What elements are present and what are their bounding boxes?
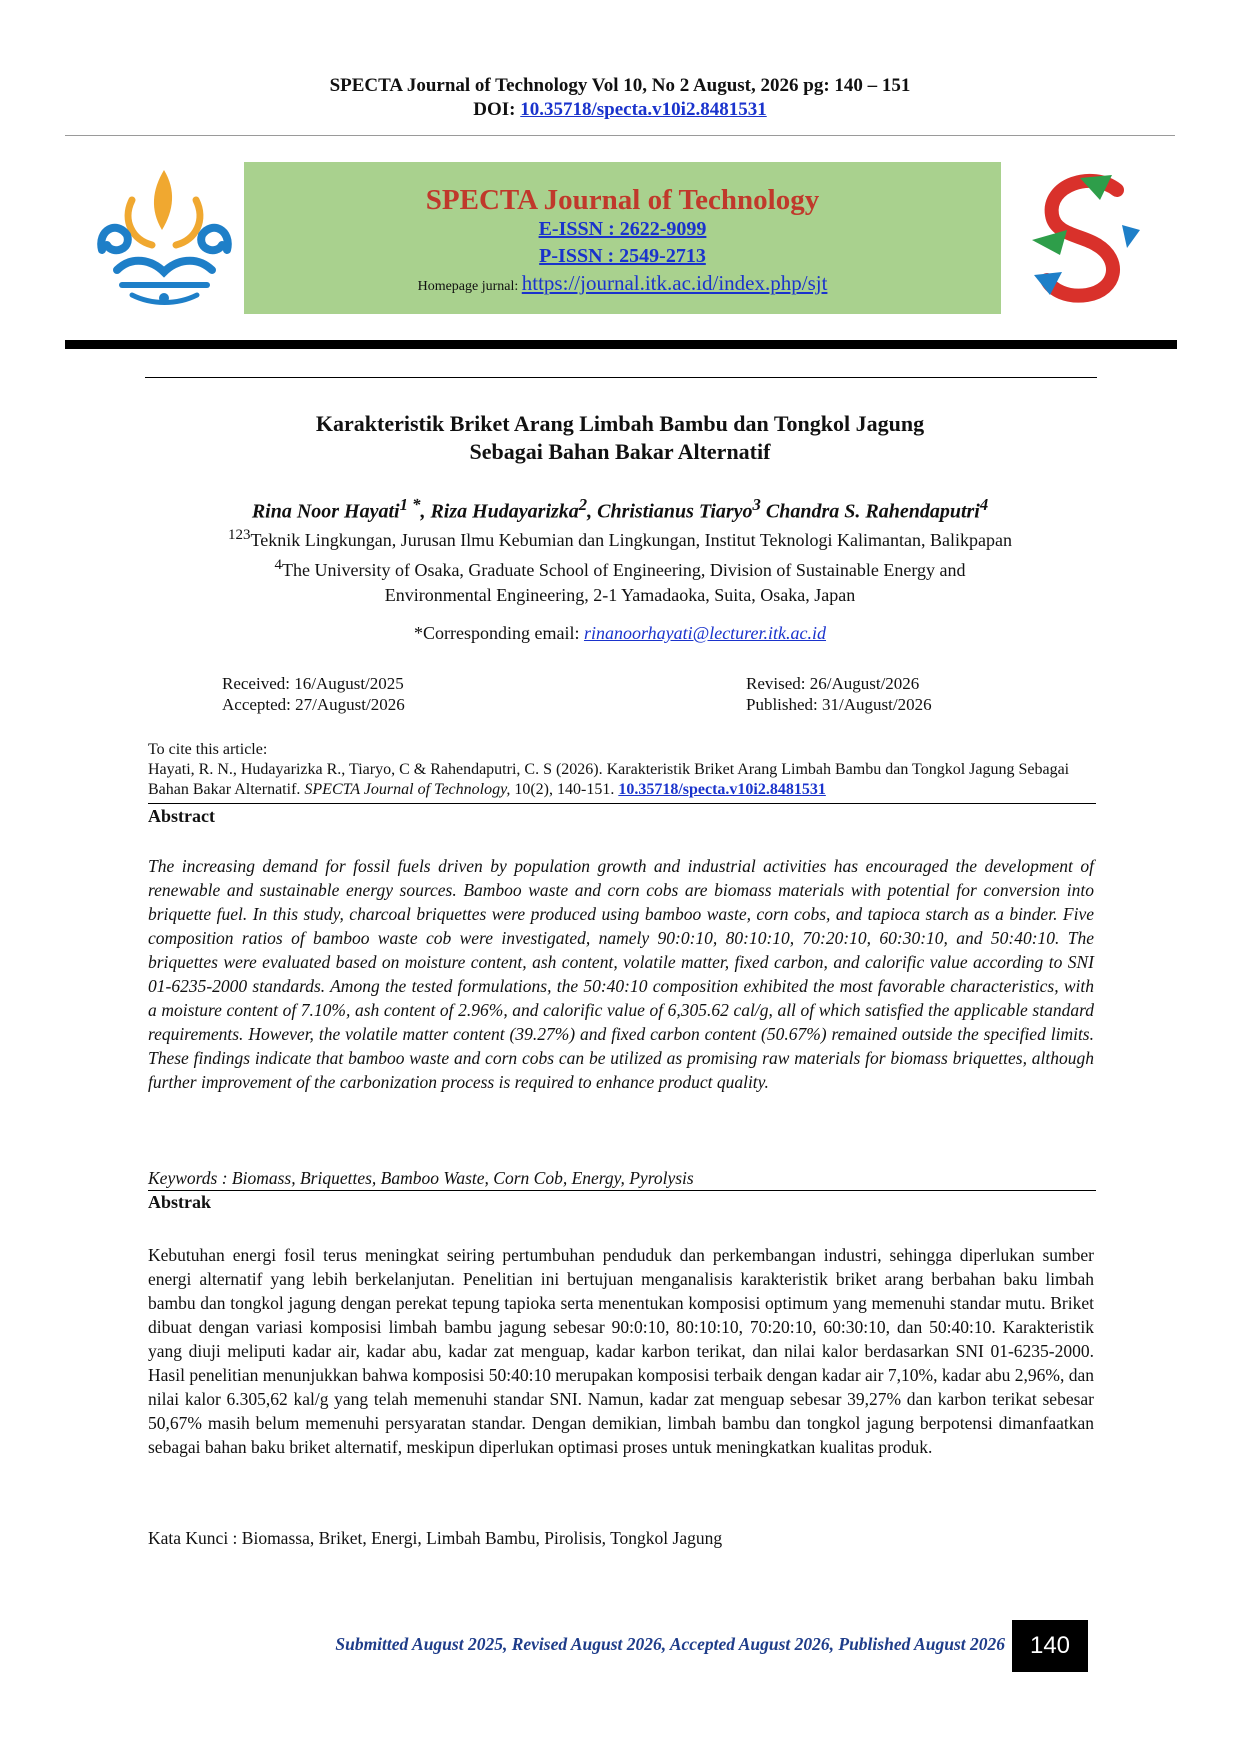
affiliation-1-text: Teknik Lingkungan, Jurusan Ilmu Kebumian dan Lingkungan, Institut Teknologi Kalimantan, Balikpapan — [250, 530, 1012, 550]
citation-doi-link[interactable]: 10.35718/specta.v10i2.8481531 — [618, 781, 826, 798]
affiliations — [0, 523, 1240, 608]
affiliation-1-sup: 123 — [227, 527, 251, 543]
revised-date: Revised: 26/August/2026 — [746, 674, 920, 693]
citation-label: To cite this article: — [148, 741, 268, 758]
keywords: Keywords : Biomass, Briquettes, Bamboo Waste, Corn Cob, Energy, Pyrolysis — [148, 1168, 694, 1188]
footer-submission-note: Submitted August 2025, Revised August 2026, Accepted August 2026, Published August 2026 — [335, 1634, 1005, 1654]
title-line-2: Sebagai Bahan Bakar Alternatif — [469, 439, 771, 464]
affiliation-2-sup: 4 — [274, 557, 282, 573]
page-number: 140 — [1012, 1620, 1088, 1672]
author-2: , Riza Hudayarizka — [420, 500, 579, 523]
eissn-link[interactable]: E-ISSN : 2622-9099 — [538, 218, 707, 240]
author-list — [0, 495, 1240, 524]
affiliation-2-text: The University of Osaka, Graduate School of Engineering, Division of Sustainable Energy and — [281, 560, 966, 580]
journal-name: SPECTA Journal of Technology — [425, 184, 820, 216]
corresp-label: *Corresponding email: — [413, 623, 580, 643]
citation-part-2: 10(2), 140-151. — [510, 781, 619, 798]
author-4: Chandra S. Rahendaputri — [760, 500, 980, 523]
abstrak-heading: Abstrak — [148, 1192, 212, 1212]
keywords-rule — [148, 1190, 1096, 1191]
accepted-date: Accepted: 27/August/2026 — [222, 695, 405, 714]
author-3-sup: 3 — [752, 495, 761, 514]
received-date: Received: 16/August/2025 — [222, 674, 404, 693]
abstrak-text: Kebutuhan energi fosil terus meningkat seiring pertumbuhan penduduk dan perkembangan industri, sehingga diperlukan sumber energi alternatif yang lebih berkelanjutan. Penelitian ini bertujuan menganalisis karakteristik briket arang berbahan baku limbah bambu dan tongkol jagung dengan perekat tepung tapioka serta menentukan komposisi optimum yang memenuhi standar mutu. Briket dibuat dengan variasi komposisi limbah bambu jagung sebesar 90:0:10, 80:10:10, 70:20:10, 60:30:10, dan 50:40:10. Karakteristik yang diuji meliputi kadar air, kadar abu, kadar zat menguap, kadar karbon terikat, dan nilai kalor berdasarkan SNI 01-6235-2000. Hasil penelitian menunjukkan bahwa komposisi 50:40:10 merupakan komposisi terbaik dengan kadar air 7,10%, kadar abu 2,96%, dan nilai kalor 6.305,62 kal/g yang telah memenuhi standar SNI. Namun, kadar zat menguap sebesar 39,27% dan karbon terikat sebesar 50,67% masih belum memenuhi persyaratan standar. Dengan demikian, limbah bambu dan tongkol jagung berpotensi dimanfaatkan sebagai bahan baku briket alternatif, meskipun diperlukan optimasi proses untuk meningkatkan kualitas produk. — [148, 1245, 1094, 1457]
pissn-link[interactable]: P-ISSN : 2549-2713 — [539, 245, 706, 267]
abstract-text: The increasing demand for fossil fuels driven by population growth and industrial activities has encouraged the development of renewable and sustainable energy sources. Bamboo waste and corn cobs are biomass materials with potential for conversion into briquette fuel. In this study, charcoal briquettes were produced using bamboo waste, corn cobs, and tapioca starch as a binder. Five composition ratios of bamboo waste cob were investigated, namely 90:0:10, 80:10:10, 70:20:10, 60:30:10, and 50:40:10. The briquettes were evaluated based on moisture content, ash content, volatile matter, fixed carbon, and calorific value according to SNI 01-6235-2000 standards. Among the tested formulations, the 50:40:10 composition exhibited the most favorable characteristics, with a moisture content of 7.10%, ash content of 2.96%, and calorific value of 6,305.62 cal/g, all of which satisfied the applicable standard requirements. However, the volatile matter content (39.27%) and fixed carbon content (50.67%) remained outside the specified limits. These findings indicate that bamboo waste and corn cobs can be utilized as promising raw materials for biomass briquettes, although further improvement of the carbonization process is required to enhance product quality. — [148, 856, 1094, 1092]
citation-part-1: Hayati, R. N., Hudayarizka R., Tiaryo, C & Rahendaputri, C. S (2026). Karakteristik Briket Arang Limbah Bambu dan Tongkol Jagung Sebagai Bahan Bakar Alternatif. — [148, 761, 1070, 798]
dates-left — [222, 673, 405, 715]
pissn — [244, 245, 1001, 268]
affiliation-2b-text: Environmental Engineering, 2-1 Yamadaoka, Suita, Osaka, Japan — [384, 585, 856, 605]
eissn — [244, 218, 1001, 241]
itk-logo-icon — [92, 160, 237, 310]
corresponding-email — [0, 623, 1240, 644]
title-rule — [145, 377, 1097, 378]
citation-journal: SPECTA Journal of Technology, — [304, 781, 511, 798]
abstract-heading: Abstract — [148, 806, 215, 826]
specta-s-logo-icon — [1022, 170, 1142, 310]
citation-text — [148, 760, 1098, 800]
header-thick-rule — [65, 340, 1177, 349]
author-3: , Christianus Tiaryo — [587, 500, 753, 523]
homepage-label: Homepage jurnal: — [417, 279, 519, 294]
affiliation-1 — [0, 523, 1240, 553]
author-4-sup: 4 — [979, 495, 989, 514]
article-title — [0, 410, 1240, 466]
citation-block — [148, 740, 1098, 800]
doi-label: DOI: — [473, 99, 516, 120]
running-head — [0, 74, 1240, 122]
running-head-text: SPECTA Journal of Technology Vol 10, No 2 August, 2026 pg: 140 – 151 — [329, 75, 911, 96]
doi-link[interactable]: 10.35718/specta.v10i2.8481531 — [520, 99, 767, 120]
homepage-link[interactable]: https://journal.itk.ac.id/index.php/sjt — [521, 271, 828, 295]
homepage-line — [244, 271, 1001, 296]
published-date: Published: 31/August/2026 — [746, 695, 932, 714]
running-head-doi — [0, 98, 1240, 122]
kata-kunci: Kata Kunci : Biomassa, Briket, Energi, Limbah Bambu, Pirolisis, Tongkol Jagung — [148, 1528, 723, 1548]
title-line-1: Karakteristik Briket Arang Limbah Bambu dan Tongkol Jagung — [315, 411, 925, 436]
dates-right — [746, 673, 932, 715]
author-1-sup: 1 * — [399, 495, 421, 514]
header-divider — [65, 135, 1175, 136]
author-1: Rina Noor Hayati — [251, 500, 400, 523]
author-2-sup: 2 — [578, 495, 588, 514]
corresp-email-link[interactable]: rinanoorhayati@lecturer.itk.ac.id — [583, 623, 827, 643]
citation-rule — [148, 803, 1096, 804]
affiliation-2 — [0, 553, 1240, 583]
